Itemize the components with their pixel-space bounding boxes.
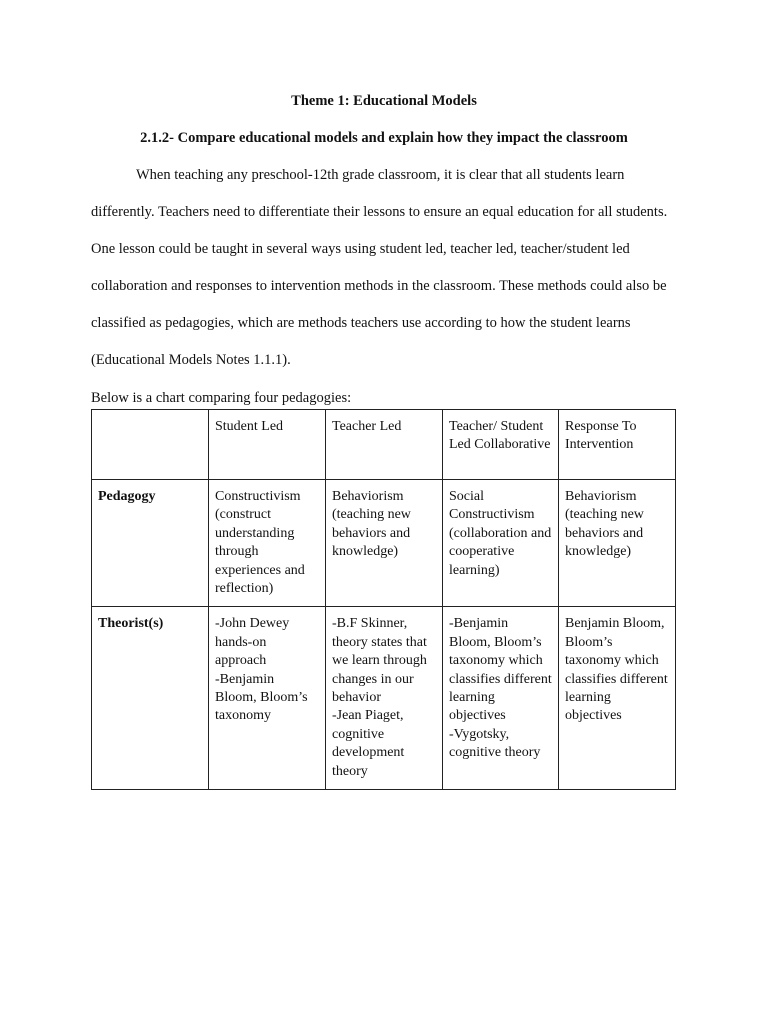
table-cell: Behaviorism (teaching new behaviors and knowledge)	[326, 480, 443, 607]
cell-line: Benjamin Bloom, Bloom’s taxonomy which classifies different learning objectives	[565, 616, 668, 724]
cell-line: -B.F Skinner, theory states that we learn through changes in our behavior	[332, 616, 427, 706]
table-header-row	[92, 410, 676, 480]
table-cell: Constructivism (construct understanding through experiences and reflection)	[209, 480, 326, 607]
cell-line: -Benjamin Bloom, Bloom’s taxonomy	[215, 671, 308, 724]
header-cell-teacher-led: Teacher Led	[326, 410, 443, 480]
section-subtitle: 2.1.2- Compare educational models and explain how they impact the classroom	[140, 130, 628, 146]
table-cell	[209, 607, 326, 790]
row-label-theorists: Theorist(s)	[92, 607, 209, 790]
intro-paragraph-text: When teaching any preschool-12th grade classroom, it is clear that all students learn differently. Teachers need to differentiate their lessons to ensure an equal education for all students. One lesson could be taught in several ways using student led, teacher led, teacher/student led collaboration and responses to intervention methods in the classroom. These methods could also be classified as pedagogies, which are methods teachers use according to how the student learns (Educational Models Notes 1.1.1).	[91, 167, 668, 368]
cell-line: -Vygotsky, cognitive theory	[449, 726, 541, 761]
table-cell: Social Constructivism (collaboration and cooperative learning)	[443, 480, 559, 607]
table-cell	[559, 607, 676, 790]
header-cell-rti: Response To Intervention	[559, 410, 676, 480]
pedagogy-comparison-table	[91, 409, 676, 790]
theme-title: Theme 1: Educational Models	[291, 93, 477, 109]
table-cell: Behaviorism (teaching new behaviors and knowledge)	[559, 480, 676, 607]
table-cell	[443, 607, 559, 790]
header-cell-collaborative: Teacher/ Student Led Collaborative	[443, 410, 559, 480]
cell-line: -Benjamin Bloom, Bloom’s taxonomy which classifies different learning objectives	[449, 616, 552, 724]
table-row	[92, 480, 676, 607]
table-cell	[326, 607, 443, 790]
row-label-pedagogy: Pedagogy	[92, 480, 209, 607]
cell-line: -Jean Piaget, cognitive development theory	[332, 708, 405, 779]
header-cell-student-led: Student Led	[209, 410, 326, 480]
table-row	[92, 607, 676, 790]
chart-intro: Below is a chart comparing four pedagogies:	[91, 390, 352, 406]
cell-line: -John Dewey hands-on approach	[215, 616, 290, 669]
intro-paragraph	[91, 157, 681, 379]
header-cell-empty	[92, 410, 209, 480]
